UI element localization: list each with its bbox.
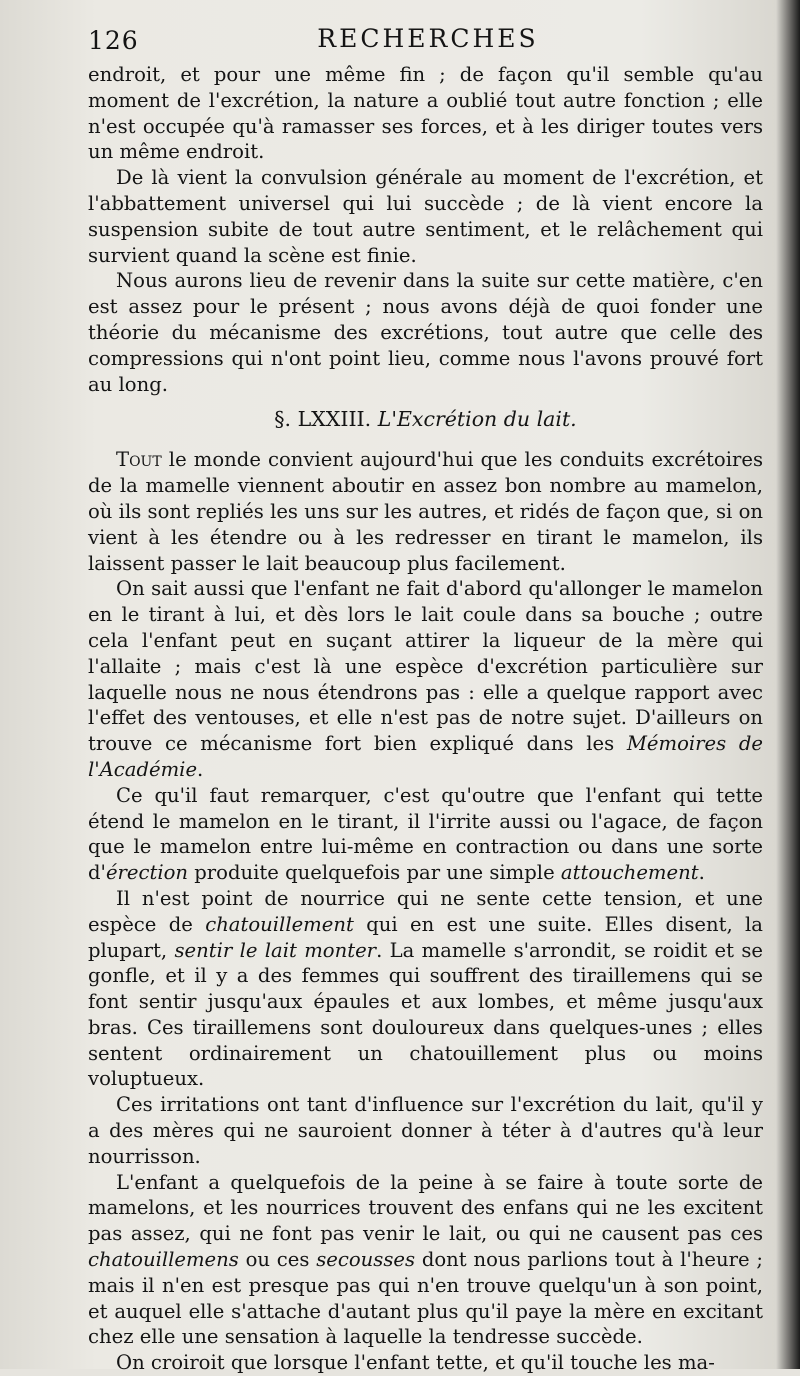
paragraph: On sait aussi que l'enfant ne fait d'abord qu'allonger le mamelon en le tirant à lui, et dès lors le lait coule dans sa bouche ; outre cela l'enfant peut en suçant attirer la liqueur de la mère qui l'allaite ; mais c'est là une espèce d'excrétion particulière sur laquelle nous ne nous étendrons pas : elle a quelque rapport avec l'effet des ventouses, et elle n'est pas de notre sujet. D'ailleurs on trouve ce mécanisme fort bien expliqué dans les Mémoires de l'Académie. xyxy=(88,577,763,781)
paragraph: De là vient la convulsion générale au moment de l'excrétion, et l'abbattement universel qui lui succède ; de là vient encore la suspension subite de tout autre sentiment, et le relâchement qui survient quand la scène est finie. xyxy=(88,166,763,267)
page-number: 126 xyxy=(88,26,139,55)
section-number: §. LXXIII. xyxy=(274,407,372,432)
page-header xyxy=(88,22,768,62)
italic-title: Mémoires de l'Académie xyxy=(88,732,763,781)
lead-word: Tout xyxy=(116,448,162,472)
paragraph: endroit, et pour une même fin ; de façon qu'il semble qu'au moment de l'excrétion, la nature a oublié tout autre fonction ; elle n'est occupée qu'à ramasser ses forces, et à les diriger toutes vers un même endroit. xyxy=(88,63,763,164)
running-head: RECHERCHES xyxy=(317,24,539,53)
paragraph: Ces irritations ont tant d'influence sur l'excrétion du lait, qu'il y a des mères qui ne sauroient donner à téter à d'autres qu'à leur nourrisson. xyxy=(88,1093,763,1168)
paragraph: Nous aurons lieu de revenir dans la suite sur cette matière, c'en est assez pour le présent ; nous avons déjà de quoi fonder une théorie du mécanisme des excrétions, tout autre que celle des compressions qui n'ont point lieu, comme nous l'avons prouvé fort au long. xyxy=(88,269,763,396)
paragraph: Ce qu'il faut remarquer, c'est qu'outre que l'enfant qui tette étend le mamelon en le tirant, il l'irrite aussi ou l'agace, de façon que le mamelon entre lui-même en contraction ou dans une sorte d'érection produite quelquefois par une simple attouchement. xyxy=(88,783,763,885)
page-body xyxy=(88,62,763,1376)
section-heading xyxy=(88,406,763,432)
paragraph: L'enfant a quelquefois de la peine à se faire à toute sorte de mamelons, et les nourrices trouvent des enfans qui ne les excitent pas assez, qui ne font pas venir le lait, ou qui ne causent pas ces chatouillemens ou ces secousses dont nous parlions tout à l'heure ; mais il n'en est presque pas qui n'en trouve quelqu'un à son point, et auquel elle s'attache d'autant plus qu'il paye la mère en excitant chez elle une sensation à laquelle la tendresse succède. xyxy=(88,1170,763,1349)
paragraph: Tout le monde convient aujourd'hui que les conduits excrétoires de la mamelle viennent aboutir en assez bon nombre au mamelon, où ils sont repliés les uns sur les autres, et ridés de façon que, si on vient à les étendre ou à les redresser en tirant le mamelon, ils laissent passer le lait beaucoup plus facilement. xyxy=(88,448,763,575)
paragraph: Il n'est point de nourrice qui ne sente cette tension, et une espèce de chatouillement qui en est une suite. Elles disent, la plupart, sentir le lait monter. La mamelle s'arrondit, se roidit et se gonfle, et il y a des femmes qui souffrent des tiraillemens qui se font sentir jusqu'aux épaules et aux lombes, et même jusqu'aux bras. Ces tiraillemens sont douloureux dans quelques-unes ; elles sentent ordinairement un chatouillement plus ou moins voluptueux. xyxy=(88,886,763,1091)
paragraph: On croiroit que lorsque l'enfant tette, et qu'il touche les ma- xyxy=(116,1351,715,1375)
section-title: L'Excrétion du lait. xyxy=(377,407,577,432)
